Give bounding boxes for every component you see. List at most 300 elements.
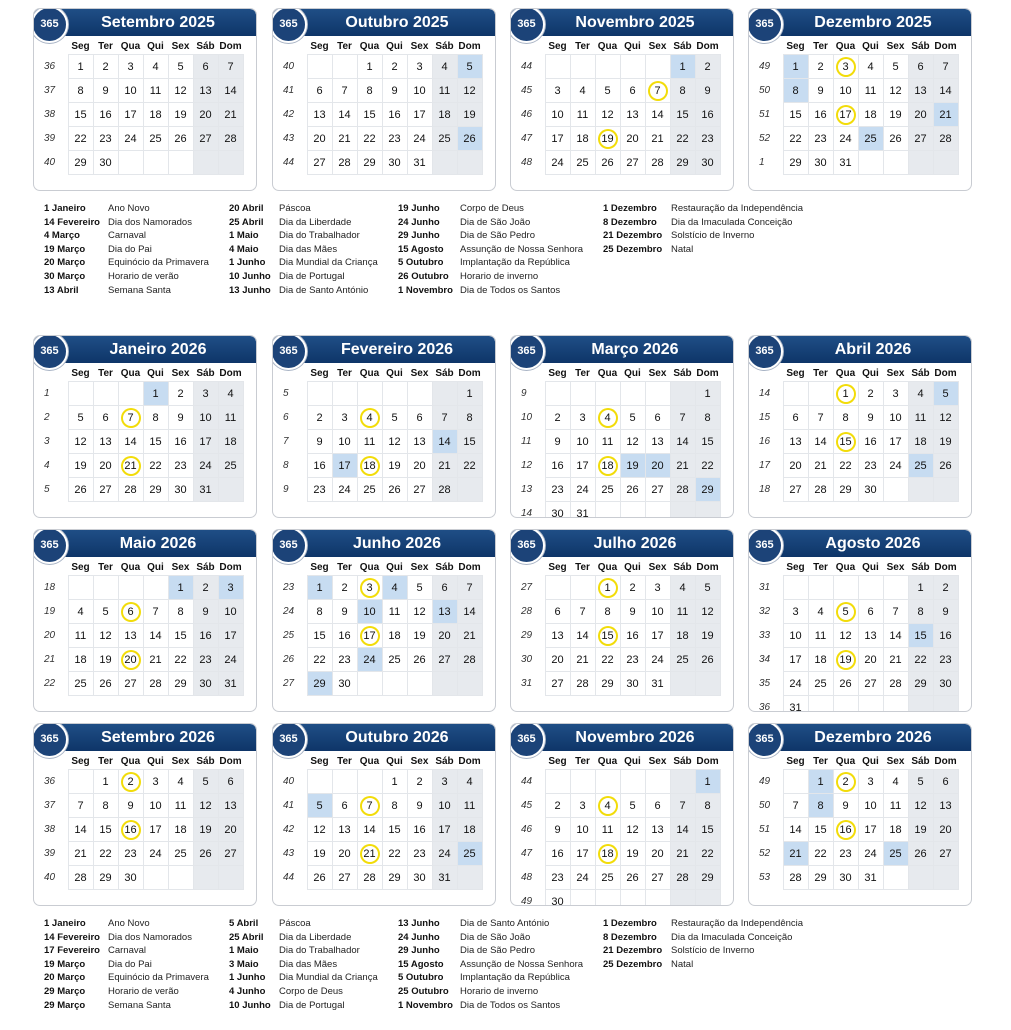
day-number: 22 — [914, 653, 927, 666]
day-number: 18 — [388, 629, 401, 642]
day-number: 26 — [939, 459, 952, 472]
weekday-header: Dom — [934, 562, 957, 573]
week-number: 38 — [44, 109, 56, 120]
weekday-header: Qui — [147, 368, 164, 379]
legend-name: Dia do Trabalhador — [279, 945, 360, 957]
legend-item — [229, 917, 378, 931]
weekday-header: Qua — [120, 41, 141, 52]
day-cell — [808, 576, 833, 600]
marked-day: 2 — [121, 772, 141, 792]
day-cell — [118, 382, 143, 406]
holiday-legend-column — [398, 917, 583, 1012]
day-cell — [457, 382, 482, 406]
day-cell — [883, 696, 908, 713]
badge-365: 365 — [33, 8, 68, 43]
day-cell — [332, 454, 357, 478]
week-row — [40, 127, 243, 151]
week-row — [40, 576, 243, 600]
day-number: 18 — [224, 435, 237, 448]
day-cell — [193, 55, 218, 79]
day-number: 23 — [814, 132, 827, 145]
day-number: 27 — [626, 156, 639, 169]
marked-day: 21 — [121, 456, 141, 476]
week-row — [755, 127, 958, 151]
day-cell — [432, 866, 457, 890]
day-number: 4 — [441, 60, 448, 73]
day-cell — [858, 818, 883, 842]
day-number: 29 — [701, 483, 714, 496]
legend-name: Horario de inverno — [460, 270, 539, 282]
day-cell — [595, 794, 620, 818]
week-number: 40 — [283, 776, 295, 787]
day-cell — [407, 794, 432, 818]
badge-365: 365 — [510, 8, 545, 43]
day-cell — [833, 576, 858, 600]
day-number: 17 — [224, 629, 237, 642]
week-number-header — [40, 39, 68, 55]
legend-item — [603, 216, 803, 230]
day-cell — [307, 818, 332, 842]
day-cell — [218, 103, 243, 127]
day-cell — [620, 382, 645, 406]
day-cell — [833, 672, 858, 696]
weekday-header: Ter — [575, 562, 590, 573]
day-cell — [808, 624, 833, 648]
legend-name: Semana Santa — [108, 284, 171, 296]
week-number: 42 — [283, 109, 295, 120]
month-grid — [517, 366, 721, 518]
legend-item — [229, 999, 378, 1013]
day-number: 27 — [124, 677, 137, 690]
day-cell — [307, 576, 332, 600]
legend-name: Dia de São Pedro — [460, 230, 535, 242]
legend-date: 19 Março — [44, 958, 86, 970]
weekday-header: Dom — [934, 41, 957, 52]
day-cell — [545, 672, 570, 696]
day-number: 31 — [651, 677, 664, 690]
day-cell — [168, 576, 193, 600]
day-cell — [118, 103, 143, 127]
day-number: 9 — [316, 435, 323, 448]
day-cell — [168, 127, 193, 151]
day-number: 15 — [149, 435, 162, 448]
legend-date: 25 Dezembro — [603, 243, 663, 255]
day-number: 23 — [99, 132, 112, 145]
day-cell — [933, 770, 958, 794]
day-cell — [545, 794, 570, 818]
marked-day: 18 — [598, 456, 618, 476]
day-cell — [193, 127, 218, 151]
weekday-header: Qui — [624, 368, 641, 379]
day-cell — [595, 103, 620, 127]
week-row — [517, 600, 720, 624]
month-title: Setembro 2025 — [101, 14, 215, 31]
day-number: 28 — [889, 677, 902, 690]
day-number: 29 — [914, 677, 927, 690]
legend-item — [229, 256, 378, 270]
day-cell — [218, 127, 243, 151]
day-cell — [833, 770, 858, 794]
day-number: 6 — [554, 605, 561, 618]
month-calendar — [33, 8, 257, 191]
day-number: 19 — [199, 823, 212, 836]
legend-date: 1 Janeiro — [44, 918, 86, 929]
day-number: 16 — [388, 108, 401, 121]
weekday-header: Qua — [359, 562, 380, 573]
day-number: 27 — [199, 132, 212, 145]
week-number: 19 — [44, 606, 56, 617]
day-cell — [382, 624, 407, 648]
day-cell — [407, 79, 432, 103]
day-cell — [168, 842, 193, 866]
day-number: 12 — [313, 823, 326, 836]
day-cell — [457, 55, 482, 79]
day-cell — [432, 406, 457, 430]
weekday-header: Sáb — [435, 562, 454, 573]
day-cell — [382, 866, 407, 890]
day-cell — [93, 672, 118, 696]
weekday-header: Qui — [386, 756, 403, 767]
day-cell — [933, 696, 958, 713]
day-number: 8 — [679, 84, 686, 97]
day-number: 24 — [363, 653, 376, 666]
day-cell — [933, 55, 958, 79]
day-number: 10 — [651, 605, 664, 618]
day-number: 11 — [363, 435, 376, 448]
day-number: 8 — [466, 411, 473, 424]
month-calendar — [272, 8, 496, 191]
marked-day: 7 — [648, 81, 668, 101]
day-cell — [382, 127, 407, 151]
day-number: 16 — [551, 459, 564, 472]
week-row — [755, 696, 958, 713]
day-number: 27 — [313, 156, 326, 169]
day-number: 3 — [792, 605, 799, 618]
weekday-header: Seg — [71, 756, 90, 767]
day-cell — [833, 794, 858, 818]
day-cell — [570, 576, 595, 600]
day-number: 10 — [864, 799, 877, 812]
week-row — [40, 478, 243, 502]
legend-name: Páscoa — [279, 918, 311, 929]
legend-name: Dia de Portugal — [279, 999, 345, 1011]
day-number: 2 — [704, 60, 711, 73]
week-number: 9 — [283, 484, 289, 495]
weekday-header: Seg — [548, 562, 567, 573]
day-cell — [570, 672, 595, 696]
marked-day: 1 — [836, 384, 856, 404]
badge-365: 365 — [510, 529, 545, 564]
legend-name: Dia da Imaculada Conceição — [671, 931, 793, 943]
month-calendar — [33, 723, 257, 906]
day-cell — [143, 648, 168, 672]
marked-day: 4 — [598, 408, 618, 428]
day-number: 28 — [224, 132, 237, 145]
day-cell — [143, 406, 168, 430]
day-number: 2 — [867, 387, 874, 400]
day-cell — [883, 648, 908, 672]
day-number: 19 — [99, 653, 112, 666]
month-title: Fevereiro 2026 — [340, 341, 454, 358]
day-number: 23 — [413, 847, 426, 860]
day-number: 21 — [676, 847, 689, 860]
day-cell — [670, 890, 695, 907]
day-cell — [695, 127, 720, 151]
legend-item — [603, 229, 803, 243]
marked-day: 19 — [836, 650, 856, 670]
weekday-header: Ter — [337, 41, 352, 52]
day-cell — [382, 600, 407, 624]
weekday-header: Sex — [171, 562, 190, 573]
day-cell — [645, 818, 670, 842]
day-cell — [218, 151, 243, 175]
legend-date: 21 Dezembro — [603, 945, 663, 957]
weekday-header: Sex — [886, 562, 905, 573]
day-cell — [143, 624, 168, 648]
week-number: 34 — [759, 654, 771, 665]
day-number: 18 — [174, 823, 187, 836]
day-cell — [68, 382, 93, 406]
holiday-legend-column — [603, 202, 803, 256]
day-cell — [407, 151, 432, 175]
weekday-header: Seg — [548, 41, 567, 52]
day-number: 13 — [313, 108, 326, 121]
day-cell — [382, 672, 407, 696]
day-number: 17 — [338, 459, 351, 472]
day-number: 17 — [438, 823, 451, 836]
day-cell — [783, 478, 808, 502]
day-number: 9 — [127, 799, 134, 812]
day-number: 4 — [177, 775, 184, 788]
marked-day: 16 — [836, 820, 856, 840]
day-number: 15 — [74, 108, 87, 121]
day-cell — [432, 600, 457, 624]
day-cell — [783, 79, 808, 103]
day-number: 23 — [551, 483, 564, 496]
day-cell — [808, 127, 833, 151]
day-cell — [545, 478, 570, 502]
day-cell — [783, 55, 808, 79]
day-number: 2 — [202, 581, 209, 594]
day-number: 11 — [814, 629, 827, 642]
legend-item — [398, 999, 583, 1013]
day-number: 6 — [629, 84, 636, 97]
day-number: 26 — [99, 677, 112, 690]
day-number: 19 — [701, 629, 714, 642]
day-number: 24 — [149, 847, 162, 860]
day-cell — [595, 866, 620, 890]
weekday-header: Seg — [786, 368, 805, 379]
day-cell — [432, 151, 457, 175]
day-cell — [118, 818, 143, 842]
day-cell — [908, 794, 933, 818]
weekday-header: Sex — [648, 368, 667, 379]
badge-365: 365 — [33, 723, 68, 758]
badge-365: 365 — [510, 335, 545, 370]
day-number: 10 — [124, 84, 137, 97]
day-number: 7 — [817, 411, 824, 424]
day-cell — [382, 151, 407, 175]
month-grid — [755, 39, 959, 175]
day-number: 27 — [789, 483, 802, 496]
day-cell — [595, 842, 620, 866]
day-cell — [620, 794, 645, 818]
week-number: 49 — [759, 61, 771, 72]
day-cell — [858, 478, 883, 502]
day-number: 12 — [174, 84, 187, 97]
day-cell — [670, 818, 695, 842]
week-number: 17 — [759, 460, 771, 471]
day-cell — [357, 672, 382, 696]
legend-name: Dia de Todos os Santos — [460, 999, 561, 1011]
legend-date: 1 Dezembro — [603, 203, 657, 214]
day-cell — [645, 478, 670, 502]
day-cell — [407, 624, 432, 648]
week-number: 51 — [759, 824, 771, 835]
day-cell — [118, 576, 143, 600]
day-number: 8 — [152, 411, 159, 424]
day-number: 22 — [149, 459, 162, 472]
day-cell — [908, 770, 933, 794]
legend-item — [229, 202, 378, 216]
day-cell — [570, 430, 595, 454]
day-cell — [645, 866, 670, 890]
day-number: 9 — [416, 799, 423, 812]
day-number: 12 — [601, 108, 614, 121]
week-number: 26 — [283, 654, 295, 665]
month-grid — [279, 366, 483, 502]
legend-date: 30 Março — [44, 270, 86, 282]
month-grid — [755, 560, 959, 712]
day-number: 19 — [413, 629, 426, 642]
week-number: 12 — [521, 460, 533, 471]
legend-item — [44, 931, 209, 945]
weekday-header: Sex — [886, 41, 905, 52]
day-cell — [357, 866, 382, 890]
day-cell — [670, 502, 695, 519]
day-cell — [457, 430, 482, 454]
day-cell — [570, 454, 595, 478]
day-number: 25 — [601, 871, 614, 884]
day-number: 26 — [388, 483, 401, 496]
week-row — [40, 672, 243, 696]
month-title: Setembro 2026 — [101, 729, 215, 746]
day-cell — [143, 430, 168, 454]
day-cell — [620, 127, 645, 151]
day-number: 16 — [313, 459, 326, 472]
legend-date: 24 Junho — [398, 216, 440, 228]
week-row — [279, 103, 482, 127]
month-calendar — [33, 335, 257, 518]
week-row — [755, 55, 958, 79]
day-cell — [645, 430, 670, 454]
day-number: 24 — [413, 132, 426, 145]
week-number: 29 — [521, 630, 533, 641]
day-number: 15 — [363, 108, 376, 121]
day-cell — [908, 406, 933, 430]
day-cell — [193, 478, 218, 502]
day-number: 17 — [864, 823, 877, 836]
week-row — [517, 890, 720, 907]
day-cell — [332, 600, 357, 624]
day-number: 4 — [391, 581, 398, 594]
day-cell — [783, 430, 808, 454]
legend-date: 20 Março — [44, 972, 86, 984]
day-number: 30 — [174, 483, 187, 496]
day-cell — [332, 770, 357, 794]
day-number: 12 — [701, 605, 714, 618]
day-cell — [908, 55, 933, 79]
day-number: 18 — [463, 823, 476, 836]
weekday-header: Dom — [219, 562, 242, 573]
week-number: 50 — [759, 800, 771, 811]
weekday-header: Dom — [934, 368, 957, 379]
day-cell — [218, 842, 243, 866]
day-number: 15 — [99, 823, 112, 836]
day-cell — [933, 103, 958, 127]
day-cell — [670, 406, 695, 430]
day-cell — [858, 600, 883, 624]
day-cell — [933, 151, 958, 175]
day-number: 7 — [341, 84, 348, 97]
day-cell — [858, 648, 883, 672]
day-cell — [858, 624, 883, 648]
day-number: 14 — [438, 435, 451, 448]
day-cell — [595, 382, 620, 406]
day-cell — [307, 454, 332, 478]
day-cell — [670, 430, 695, 454]
day-cell — [168, 454, 193, 478]
day-cell — [833, 127, 858, 151]
day-number: 1 — [466, 387, 473, 400]
day-cell — [357, 79, 382, 103]
weekday-header: Qui — [386, 41, 403, 52]
week-number: 44 — [283, 157, 295, 168]
day-number: 6 — [867, 605, 874, 618]
day-number: 29 — [601, 677, 614, 690]
legend-name: Solstício de Inverno — [671, 945, 755, 957]
day-number: 20 — [199, 108, 212, 121]
day-number: 23 — [701, 132, 714, 145]
day-cell — [933, 382, 958, 406]
day-cell — [808, 770, 833, 794]
day-number: 20 — [99, 459, 112, 472]
day-cell — [620, 648, 645, 672]
weekday-header: Sáb — [435, 756, 454, 767]
day-number: 14 — [576, 629, 589, 642]
day-number: 20 — [789, 459, 802, 472]
day-cell — [783, 672, 808, 696]
day-number: 10 — [363, 605, 376, 618]
day-number: 11 — [224, 411, 237, 424]
day-cell — [670, 794, 695, 818]
day-cell — [620, 600, 645, 624]
weekday-header: Dom — [696, 756, 719, 767]
day-cell — [457, 600, 482, 624]
week-row — [517, 624, 720, 648]
legend-name: Assunção de Nossa Senhora — [460, 958, 584, 970]
day-number: 1 — [152, 387, 159, 400]
day-cell — [457, 818, 482, 842]
day-number: 11 — [601, 435, 614, 448]
week-number-header — [755, 560, 783, 576]
day-cell — [357, 430, 382, 454]
weekday-header: Dom — [696, 41, 719, 52]
day-cell — [357, 842, 382, 866]
day-cell — [783, 576, 808, 600]
day-number: 16 — [864, 435, 877, 448]
day-cell — [695, 103, 720, 127]
